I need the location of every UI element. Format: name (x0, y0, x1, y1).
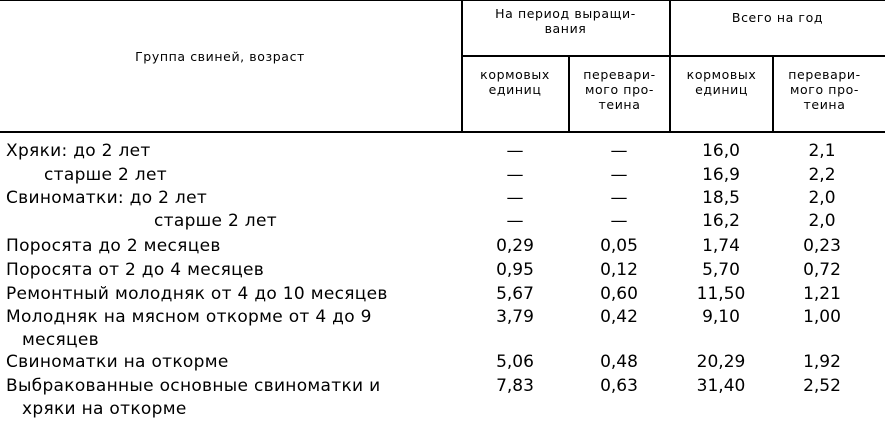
year-feed-units-cell: 31,40 (696, 376, 746, 396)
year-feed-units-cell: 16,2 (702, 211, 740, 231)
period-column-header (462, 6, 669, 36)
period-header-line-1: На период выращи- (495, 6, 636, 21)
year-protein-cell: 1,00 (803, 307, 841, 327)
protein-header-2: перевари- мого про- теина (788, 67, 861, 112)
row-label-text: старше 2 лет (44, 165, 167, 185)
header-bottom-rule (0, 131, 885, 133)
row-label (6, 283, 388, 306)
period-feed-units-cell: 5,67 (496, 284, 534, 304)
row-label-text: Свиноматки: до 2 лет (6, 188, 208, 208)
period-feed-units-cell: 0,29 (496, 236, 534, 256)
period-protein-cell: — (610, 165, 628, 185)
year-protein-cell: 0,23 (803, 236, 841, 256)
row-label-text: Выбракованные основные свиноматки и (6, 376, 381, 396)
period-protein-cell: 0,63 (600, 376, 638, 396)
period-feed-units-cell: 5,06 (496, 352, 534, 372)
row-label (154, 210, 277, 233)
row-label (6, 187, 207, 210)
period-feed-units-cell: — (506, 188, 524, 208)
row-label (6, 306, 372, 352)
row-label-continuation: месяцев (22, 330, 100, 350)
year-feed-units-cell: 16,0 (702, 141, 740, 161)
period-feed-units-cell: 3,79 (496, 307, 534, 327)
row-label (6, 375, 380, 421)
row-label-text: старше 2 лет (154, 211, 277, 231)
period-protein-cell: 0,12 (600, 260, 638, 280)
year-feed-units-cell: 1,74 (702, 236, 740, 256)
year-column-header: Всего на год (731, 10, 824, 25)
year-protein-cell: 2,1 (808, 141, 836, 161)
row-label (6, 235, 221, 258)
period-protein-cell: — (610, 211, 628, 231)
period-protein-cell: 0,60 (600, 284, 638, 304)
row-label-text: Свиноматки на откорме (6, 352, 229, 372)
header-top-rule (0, 0, 885, 1)
row-label (6, 259, 264, 282)
year-protein-cell: 1,21 (803, 284, 841, 304)
protein-header-1: перевари- мого про- теина (583, 67, 656, 112)
period-header-line-2: вания (544, 21, 587, 36)
row-label-text: Поросята от 2 до 4 месяцев (6, 260, 265, 280)
year-protein-cell: 2,0 (808, 211, 836, 231)
group-column-header: Группа свиней, возраст (135, 49, 305, 64)
feed-units-header-1: кормовых единиц (480, 67, 550, 97)
year-feed-units-cell: 16,9 (702, 165, 740, 185)
period-feed-units-cell: — (506, 211, 524, 231)
row-label (44, 164, 167, 187)
year-feed-units-cell: 9,10 (702, 307, 740, 327)
year-protein-cell: 1,92 (803, 352, 841, 372)
year-feed-units-cell: 11,50 (696, 284, 746, 304)
feed-units-header-2: кормовых единиц (686, 67, 757, 97)
row-label (6, 140, 151, 163)
row-label-text: Молодняк на мясном откорме от 4 до 9 (6, 307, 372, 327)
period-feed-units-cell: — (506, 141, 524, 161)
period-feed-units-cell: 0,95 (496, 260, 534, 280)
year-protein-cell: 0,72 (803, 260, 841, 280)
year-protein-cell: 2,52 (803, 376, 841, 396)
row-label (6, 351, 229, 374)
year-feed-units-cell: 20,29 (696, 352, 746, 372)
subheader-rule (462, 55, 885, 57)
row-label-text: Ремонтный молодняк от 4 до 10 месяцев (6, 284, 388, 304)
period-feed-units-cell: — (506, 165, 524, 185)
row-label-text: Хряки: до 2 лет (6, 141, 151, 161)
period-feed-units-cell: 7,83 (496, 376, 534, 396)
year-protein-cell: 2,0 (808, 188, 836, 208)
year-feed-units-cell: 5,70 (702, 260, 740, 280)
period-protein-cell: — (610, 188, 628, 208)
period-protein-cell: 0,48 (600, 352, 638, 372)
row-label-text: Поросята до 2 месяцев (6, 236, 221, 256)
year-feed-units-cell: 18,5 (702, 188, 740, 208)
period-protein-cell: 0,42 (600, 307, 638, 327)
year-protein-cell: 2,2 (808, 165, 836, 185)
period-protein-cell: 0,05 (600, 236, 638, 256)
period-protein-cell: — (610, 141, 628, 161)
row-label-continuation: хряки на откорме (22, 399, 187, 419)
